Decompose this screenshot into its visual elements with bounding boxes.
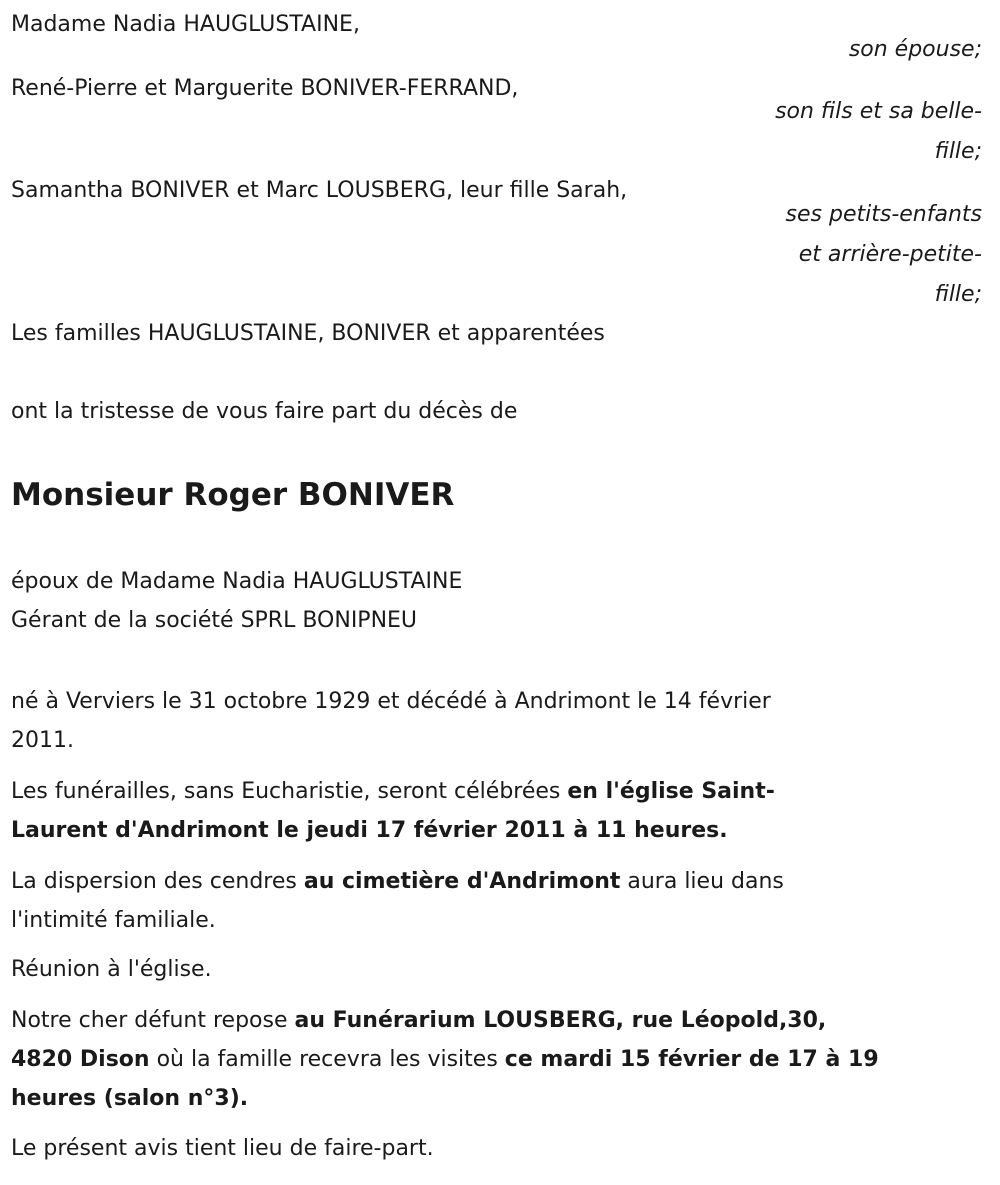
title-line: époux de Madame Nadia HAUGLUSTAINE [11, 569, 463, 594]
birth-death: né à Verviers le 31 octobre 1929 et décédé à Andrimont le 14 février [11, 689, 771, 714]
visits-line [11, 1046, 879, 1074]
family-member-name: Les familles HAUGLUSTAINE, BONIVER et apparentées [11, 321, 605, 346]
announcement: ont la tristesse de vous faire part du décès de [11, 399, 518, 424]
funeral-text: Les funérailles, sans Eucharistie, seront célébrées [11, 779, 568, 804]
funeral-line [11, 817, 728, 845]
visits-text: où la famille recevra les visites [149, 1047, 505, 1072]
family-relation: ses petits-enfants [785, 202, 982, 227]
family-relation: son épouse; [848, 37, 982, 62]
funerarium-address: au Funérarium LOUSBERG, rue Léopold,30, [294, 1008, 827, 1033]
family-relation: fille; [934, 139, 982, 164]
dispersion-text: aura lieu dans [620, 869, 784, 894]
deceased-name: Monsieur Roger BONIVER [11, 477, 455, 513]
family-relation: fille; [934, 282, 982, 307]
visits-text: Notre cher défunt repose [11, 1008, 295, 1033]
visits-time: ce mardi 15 février de 17 à 19 [504, 1047, 879, 1072]
family-member-name: Madame Nadia HAUGLUSTAINE, [11, 12, 360, 37]
dispersion-text: La dispersion des cendres [11, 869, 304, 894]
funerarium-city: 4820 Dison [11, 1047, 150, 1072]
dispersion-line: l'intimité familiale. [11, 908, 216, 933]
closing: Le présent avis tient lieu de faire-part. [11, 1136, 434, 1161]
reunion: Réunion à l'église. [11, 957, 212, 982]
dispersion-line [11, 868, 784, 896]
birth-death: 2011. [11, 728, 74, 753]
family-member-name: Samantha BONIVER et Marc LOUSBERG, leur fille Sarah, [11, 178, 628, 203]
visits-line [11, 1085, 248, 1113]
visits-line [11, 1007, 826, 1035]
funeral-place: en l'église Saint- [567, 779, 775, 804]
family-relation: et arrière-petite- [798, 242, 982, 267]
visits-time: heures (salon n°3). [11, 1086, 249, 1111]
funeral-line [11, 778, 775, 806]
title-line: Gérant de la société SPRL BONIPNEU [11, 608, 418, 633]
family-member-name: René-Pierre et Marguerite BONIVER-FERRAND, [11, 76, 519, 101]
funeral-date: Laurent d'Andrimont le jeudi 17 février 2011 à 11 heures. [11, 818, 728, 843]
dispersion-place: au cimetière d'Andrimont [303, 869, 621, 894]
family-relation: son fils et sa belle- [775, 99, 982, 124]
